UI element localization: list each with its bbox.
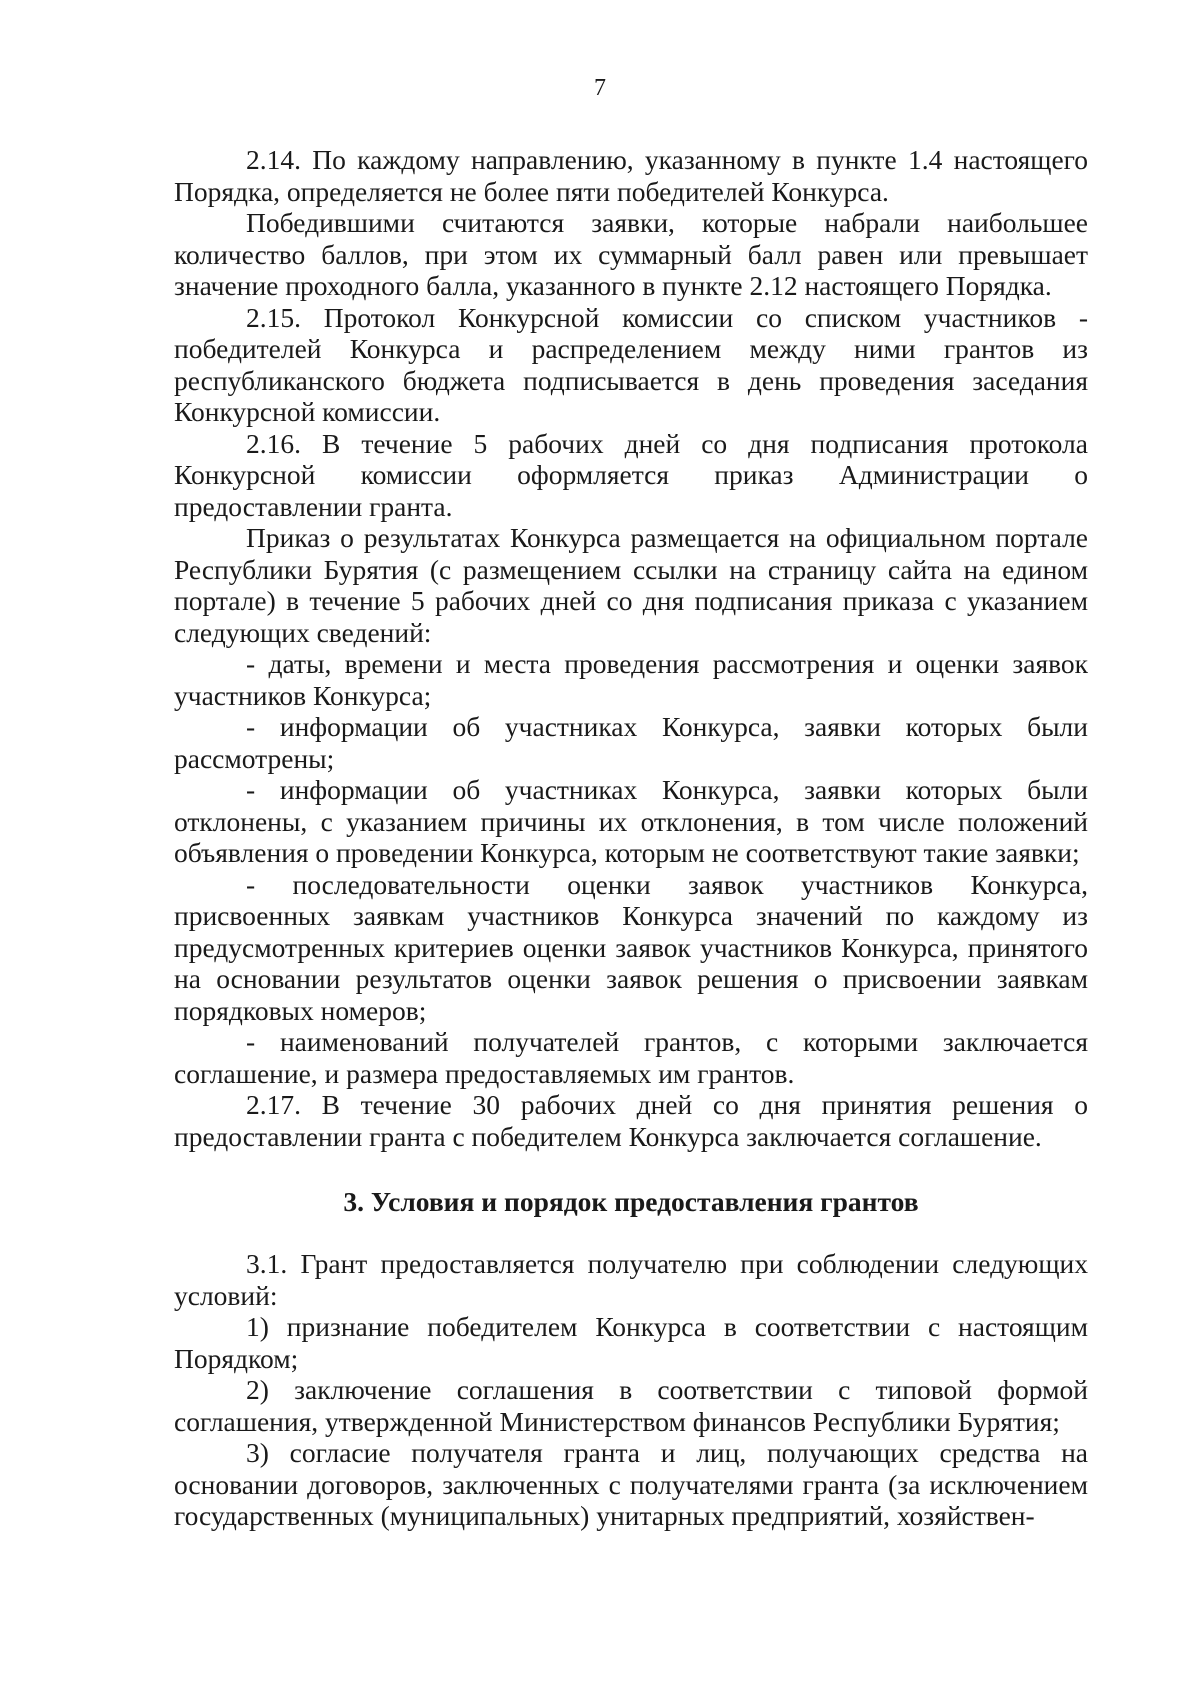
paragraph-2-15: 2.15. Протокол Конкурсной комиссии со списком участников - победителей Конкурса и распределением между ними грантов из республиканского бюджета подписывается в день проведения заседания Конкурсной комиссии. bbox=[174, 301, 1088, 427]
paragraph-3-1: 3.1. Грант предоставляется получателю при соблюдении следующих условий: bbox=[174, 1248, 1088, 1311]
page-number: 7 bbox=[594, 75, 606, 101]
list-item-reviewed: - информации об участниках Конкурса, заявки которых были рассмотрены; bbox=[174, 711, 1088, 774]
condition-item-1: 1) признание победителем Конкурса в соответствии с настоящим Порядком; bbox=[174, 1311, 1088, 1374]
paragraph-2-16: 2.16. В течение 5 рабочих дней со дня подписания протокола Конкурсной комиссии оформляется приказ Администрации о предоставлении гранта. bbox=[174, 427, 1088, 522]
list-item-dates: - даты, времени и места проведения рассмотрения и оценки заявок участников Конкурса; bbox=[174, 648, 1088, 711]
list-item-evaluation-order: - последовательности оценки заявок участников Конкурса, присвоенных заявкам участников Конкурса значений по каждому из предусмотренных критериев оценки заявок участников Конкурса, принятого на основании результатов оценки заявок решения о присвоении заявкам порядковых номеров; bbox=[174, 868, 1088, 1026]
list-item-rejected: - информации об участниках Конкурса, заявки которых были отклонены, с указанием причины их отклонения, в том числе положений объявления о проведении Конкурса, которым не соответствуют такие заявки; bbox=[174, 774, 1088, 868]
document-body bbox=[174, 144, 1088, 1532]
condition-item-3: 3) согласие получателя гранта и лиц, получающих средства на основании договоров, заключенных с получателями гранта (за исключением государственных (муниципальных) унитарных предприятий, хозяйствен- bbox=[174, 1437, 1088, 1531]
paragraph-2-17: 2.17. В течение 30 рабочих дней со дня принятия решения о предоставлении гранта с победителем Конкурса заключается соглашение. bbox=[174, 1089, 1088, 1152]
paragraph-winners-definition: Победившими считаются заявки, которые набрали наибольшее количество баллов, при этом их суммарный балл равен или превышает значение проходного балла, указанного в пункте 2.12 настоящего Порядка. bbox=[174, 207, 1088, 301]
section-heading: 3. Условия и порядок предоставления грантов bbox=[343, 1186, 919, 1217]
list-item-recipients: - наименований получателей грантов, с которыми заключается соглашение, и размера предоставляемых им грантов. bbox=[174, 1026, 1088, 1089]
paragraph-results-order: Приказ о результатах Конкурса размещается на официальном портале Республики Бурятия (с размещением ссылки на страницу сайта на едином портале) в течение 5 рабочих дней со дня подписания приказа с указанием следующих сведений: bbox=[174, 522, 1088, 648]
paragraph-2-14: 2.14. По каждому направлению, указанному в пункте 1.4 настоящего Порядка, определяется не более пяти победителей Конкурса. bbox=[174, 144, 1088, 207]
condition-item-2: 2) заключение соглашения в соответствии с типовой формой соглашения, утвержденной Министерством финансов Республики Бурятия; bbox=[174, 1374, 1088, 1437]
